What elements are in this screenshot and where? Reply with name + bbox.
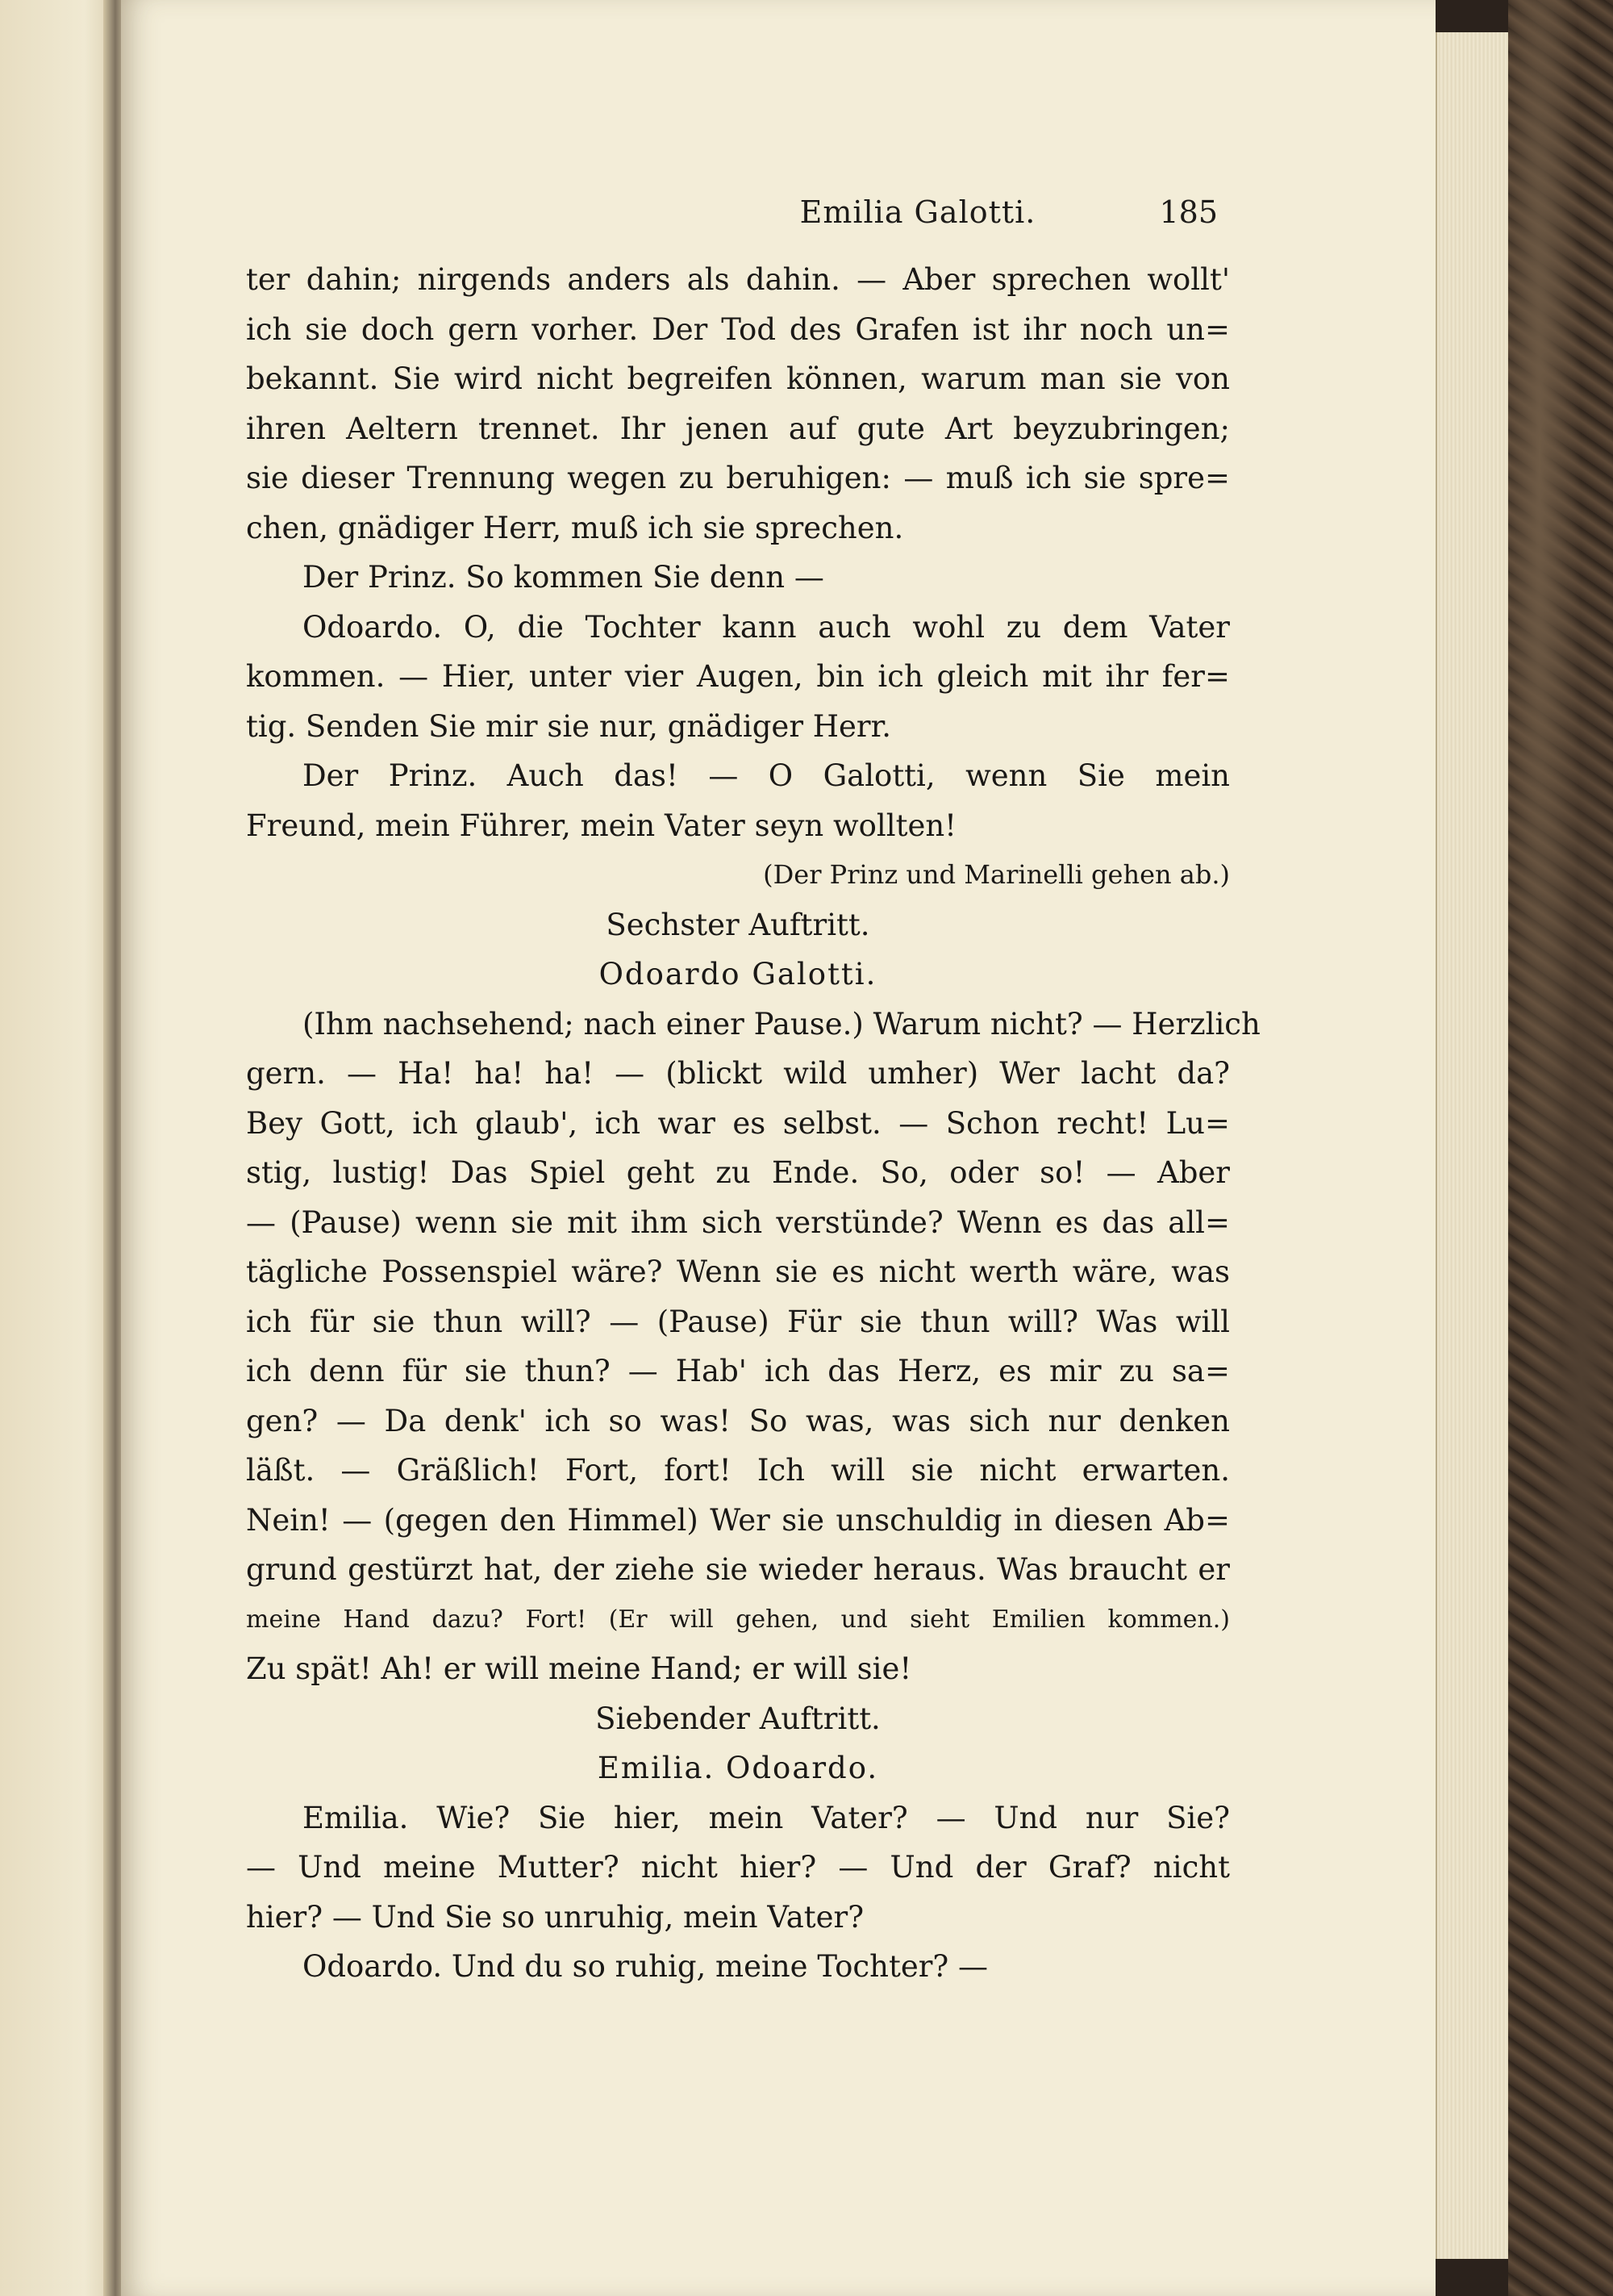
- text-line: ich für sie thun will? — (Pause) Für sie thun will? Was will: [246, 1304, 1230, 1339]
- text-line: ich denn für sie thun? — Hab' ich das Herz, es mir zu sa=: [246, 1354, 1230, 1388]
- text-line: Bey Gott, ich glaub', ich war es selbst. — Schon recht! Lu=: [246, 1105, 1230, 1141]
- speech-line: (Ihm nachsehend; nach einer Pause.) Warum nicht? — Herzlich: [302, 1006, 1261, 1042]
- text-line: chen, gnädiger Herr, muß ich sie sprechen.: [246, 510, 904, 545]
- text-line: — Und meine Mutter? nicht hier? — Und der Graf? nicht: [246, 1850, 1230, 1885]
- text-line: tägliche Possenspiel wäre? Wenn sie es nicht werth wäre, was: [246, 1254, 1230, 1289]
- text-line: ter dahin; nirgends anders als dahin. — Aber sprechen wollt': [246, 262, 1230, 297]
- text-line: ihren Aeltern trennet. Ihr jenen auf gute Art beyzubringen;: [246, 411, 1230, 446]
- speech-line: Odoardo. Und du so ruhig, meine Tochter? —: [302, 1949, 989, 1984]
- text-line: Nein! — (gegen den Himmel) Wer sie unschuldig in diesen Ab=: [246, 1502, 1230, 1538]
- text-line: ich sie doch gern vorher. Der Tod des Grafen ist ihr noch un=: [246, 311, 1230, 347]
- character-list: Emilia. Odoardo.: [597, 1751, 879, 1785]
- text-line: meine Hand dazu? Fort! (Er will gehen, und sieht Emilien kommen.): [246, 1605, 1230, 1634]
- speech-line: Emilia. Wie? Sie hier, mein Vater? — Und nur Sie?: [302, 1800, 1230, 1835]
- page-number: 185: [1159, 194, 1218, 230]
- text-line: tig. Senden Sie mir sie nur, gnädiger Herr.: [246, 708, 891, 744]
- text-line: läßt. — Gräßlich! Fort, fort! Ich will sie nicht erwarten.: [246, 1453, 1230, 1488]
- running-header: Emilia Galotti.: [799, 194, 1036, 230]
- text-line: Freund, mein Führer, mein Vater seyn wollten!: [246, 808, 957, 843]
- page-edges: [1436, 32, 1518, 2259]
- text-line: hier? — Und Sie so unruhig, mein Vater?: [246, 1899, 865, 1935]
- speech-line: Der Prinz. Auch das! — O Galotti, wenn Sie mein: [302, 758, 1230, 793]
- body-text: [246, 255, 1261, 1992]
- text-line: grund gestürzt hat, der ziehe sie wieder heraus. Was braucht er: [246, 1552, 1230, 1587]
- text-line: Zu spät! Ah! er will meine Hand; er will sie!: [246, 1651, 912, 1686]
- marbled-cover: [1508, 0, 1613, 2296]
- scene-heading: Siebender Auftritt.: [595, 1701, 881, 1736]
- scene-heading: Sechster Auftritt.: [606, 907, 870, 942]
- stage-direction: (Der Prinz und Marinelli gehen ab.): [763, 859, 1230, 890]
- character-list: Odoardo Galotti.: [598, 957, 877, 991]
- text-line: bekannt. Sie wird nicht begreifen können, warum man sie von: [246, 361, 1230, 396]
- text-line: sie dieser Trennung wegen zu beruhigen: — muß ich sie spre=: [246, 461, 1230, 495]
- text-line: gern. — Ha! ha! ha! — (blickt wild umher) Wer lacht da?: [246, 1056, 1230, 1091]
- text-line: stig, lustig! Das Spiel geht zu Ende. So, oder so! — Aber: [246, 1155, 1230, 1190]
- text-line: gen? — Da denk' ich so was! So was, was sich nur denken: [246, 1403, 1230, 1438]
- text-line: kommen. — Hier, unter vier Augen, bin ich gleich mit ihr fer=: [246, 659, 1230, 694]
- speech-line: Der Prinz. So kommen Sie denn —: [302, 560, 824, 595]
- speech-line: Odoardo. O, die Tochter kann auch wohl zu dem Vater: [302, 609, 1230, 645]
- text-line: — (Pause) wenn sie mit ihm sich verstünde? Wenn es das all=: [246, 1204, 1230, 1240]
